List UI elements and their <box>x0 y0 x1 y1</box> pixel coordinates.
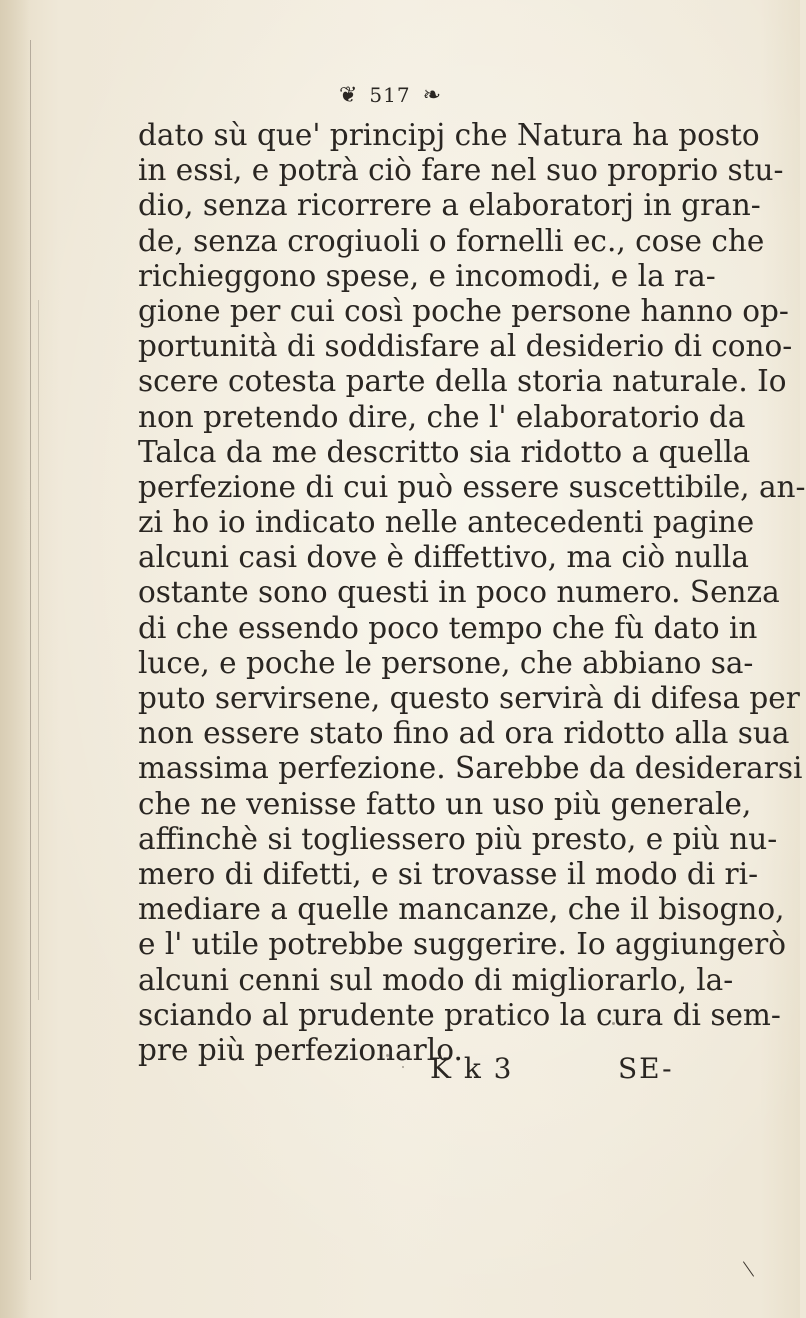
signature-mark: K k 3 <box>430 1052 514 1085</box>
page-footer <box>430 1052 730 1088</box>
text-line: affinchè si togliessero più presto, e più nu- <box>138 821 778 856</box>
ornament-right-icon: ❧ <box>422 83 442 108</box>
text-line: perfezione di cui può essere suscettibile, an- <box>138 469 806 504</box>
text-line: pre più perfezionarlo. <box>138 1032 463 1067</box>
text-line: richieggono spese, e incomodi, e la ra- <box>138 258 716 293</box>
text-line: che ne venisse fatto un uso più generale, <box>138 786 752 821</box>
text-line: zi ho io indicato nelle antecedenti pagine <box>138 505 755 540</box>
text-line: di che essendo poco tempo che fù dato in <box>138 610 758 645</box>
text-line: gione per cui così poche persone hanno op- <box>138 293 789 328</box>
ink-speck <box>612 1022 615 1025</box>
text-line: portunità di soddisfare al desiderio di cono- <box>138 329 793 364</box>
page-header <box>300 80 480 108</box>
text-line: non pretendo dire, che l' elaboratorio da <box>138 399 746 434</box>
text-line: puto servirsene, questo servirà di difesa per <box>138 681 800 715</box>
text-line: Talca da me descritto sia ridotto a quella <box>138 434 751 469</box>
text-line: e l' utile potrebbe suggerire. Io aggiungerò <box>138 927 786 962</box>
text-line: alcuni cenni sul modo di migliorarlo, la- <box>138 962 734 997</box>
text-line: de, senza crogiuoli o fornelli ec., cose che <box>138 223 765 258</box>
catchword: SE- <box>618 1052 674 1085</box>
text-line: ostante sono questi in poco numero. Senza <box>138 575 780 610</box>
text-line: luce, e poche le persone, che abbiano sa- <box>138 645 754 680</box>
body-text <box>138 118 806 1068</box>
ink-speck <box>386 1054 389 1057</box>
text-line: alcuni casi dove è diffettivo, ma ciò nulla <box>138 540 749 575</box>
text-line: mediare a quelle mancanze, che il bisogno, <box>138 892 785 927</box>
text-line: sciando al prudente pratico la cura di sem- <box>138 997 781 1032</box>
margin-mark <box>743 1261 754 1276</box>
page-number: 517 <box>369 83 411 107</box>
page-gutter-shadow <box>0 0 30 1318</box>
text-line: dato sù que' principj che Natura ha posto <box>138 118 760 152</box>
text-line: in essi, e potrà ciò fare nel suo proprio stu- <box>138 153 784 188</box>
text-line: massima perfezione. Sarebbe da desiderarsi <box>138 751 803 786</box>
gutter-line <box>30 40 31 1280</box>
ink-speck <box>402 1066 404 1068</box>
text-line: dio, senza ricorrere a elaboratorj in gran- <box>138 188 761 223</box>
gutter-line <box>38 300 39 1000</box>
text-line: scere cotesta parte della storia naturale. Io <box>138 364 787 399</box>
text-line: mero di difetti, e si trovasse il modo di ri- <box>138 856 759 891</box>
text-line: non essere stato fino ad ora ridotto alla sua <box>138 716 790 751</box>
ornament-left-icon: ❦ <box>338 83 358 108</box>
